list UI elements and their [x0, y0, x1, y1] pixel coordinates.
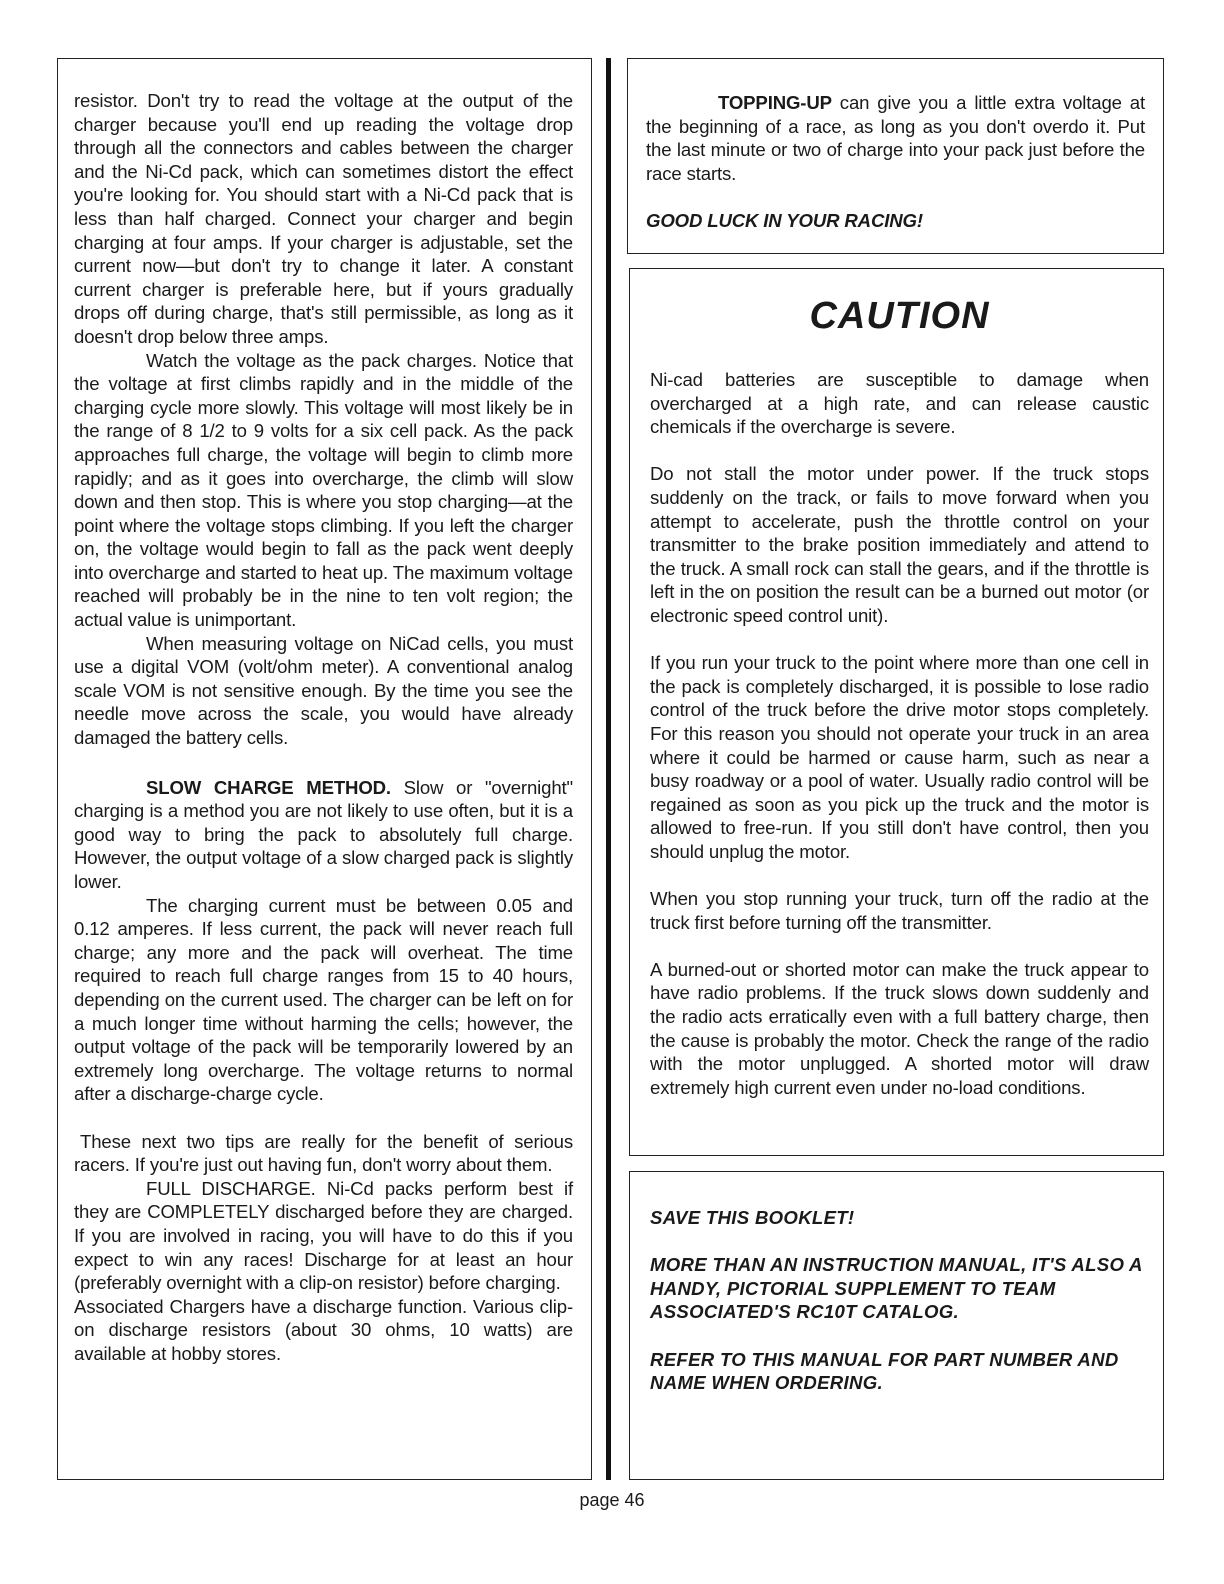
column-divider: [606, 58, 611, 1480]
topping-up-paragraph: [646, 91, 1145, 185]
closing-line: GOOD LUCK IN YOUR RACING!: [646, 209, 923, 231]
caution-paragraph: A burned-out or shorted motor can make the truck appear to have radio problems. If the truck slows down suddenly and the radio acts erratically even with a full battery charge, then the cause is probably the motor. Check the range of the radio with the motor unplugged. A shorted motor will draw extremely high current even under no-load conditions.: [650, 958, 1149, 1098]
caution-paragraph: If you run your truck to the point where more than one cell in the pack is completely discharged, it is possible to lose radio control of the truck before the drive motor stops completely. For this reason you should not operate your truck in an area where it could be harmed or cause harm, such as near a busy roadway or a pool of water. Usually radio control will be regained as soon as you pick up the truck and the motor is allowed to free-run. If you still don't have control, then you should unplug the motor.: [650, 652, 1149, 862]
paragraph: These next two tips are really for the benefit of serious racers. If you're just out having fun, don't worry about them.: [74, 1130, 573, 1176]
save-line: REFER TO THIS MANUAL FOR PART NUMBER AND NAME WHEN ORDERING.: [650, 1348, 1119, 1394]
slow-charge-paragraph: [74, 776, 573, 894]
paragraph: The charging current must be between 0.05 and 0.12 amperes. If less current, the pack will never reach full charge; any more and the pack will overheat. The time required to reach full charge ranges from 15 to 40 hours, depending on the current used. The charger can be left on for a much longer time without harming the cells; however, the output voltage of the pack will be temporarily lowered by an extremely long overcharge. The voltage returns to normal after a discharge-charge cycle.: [74, 894, 573, 1105]
paragraph: Watch the voltage as the pack charges. Notice that the voltage at first climbs rapidly and in the middle of the charging cycle more slowly. This voltage will most likely be in the range of 8 1/2 to 9 volts for a six cell pack. As the pack approaches full charge, the voltage will begin to climb more rapidly; and as it goes into overcharge, the climb will slow down and then stop. This is where you stop charging—at the point where the voltage stops climbing. If you left the charger on, the voltage would begin to fall as the pack went deeply into overcharge and started to heat up. The maximum voltage reached will probably be in the nine to ten volt region; the actual value is unimportant.: [74, 349, 573, 631]
save-line: SAVE THIS BOOKLET!: [650, 1207, 855, 1228]
section-heading: SLOW CHARGE METHOD.: [146, 776, 391, 798]
caution-paragraph: When you stop running your truck, turn off the radio at the truck first before turning off the transmitter.: [650, 888, 1149, 933]
caution-box: [629, 268, 1164, 1156]
caution-paragraph: Ni-cad batteries are susceptible to damage when overcharged at a high rate, and can release caustic chemicals if the overcharge is severe.: [650, 369, 1149, 438]
paragraph-text: Slow or "overnight" charging is a method you are not likely to use often, but it is a good way to bring the pack to absolutely full charge. However, the output voltage of a slow charged pack is slightly lower.: [74, 776, 573, 892]
page-number: page 46: [579, 1490, 645, 1510]
topping-up-box: [627, 58, 1164, 254]
save-booklet-box: [629, 1171, 1164, 1480]
save-line: MORE THAN AN INSTRUCTION MANUAL, IT'S ALSO A HANDY, PICTORIAL SUPPLEMENT TO TEAM ASSOCIATED'S RC10T CATALOG.: [650, 1254, 1143, 1323]
caution-title: CAUTION: [809, 295, 990, 337]
paragraph: resistor. Don't try to read the voltage at the output of the charger because you'll end up reading the voltage drop through all the connectors and cables between the charger and the Ni-Cd pack, which can sometimes distort the effect you're looking for. You should start with a Ni-Cd pack that is less than half charged. Connect your charger and begin charging at four amps. If your charger is adjustable, set the current now—but don't try to change it later. A constant current charger is preferable here, but if yours gradually drops off during charge, that's still permissible, as long as it doesn't drop below three amps.: [74, 90, 573, 347]
caution-paragraph: Do not stall the motor under power. If the truck stops suddenly on the track, or fails to move forward when you attempt to accelerate, push the throttle control on your transmitter to the brake position immediately and attend to the truck. A small rock can stall the gears, and if the throttle is left in the on position the result can be a burned out motor (or electronic speed control unit).: [650, 463, 1149, 626]
paragraph: When measuring voltage on NiCad cells, you must use a digital VOM (volt/ohm meter). A conventional analog scale VOM is not sensitive enough. By the time you see the needle move across the scale, you would have already damaged the battery cells.: [74, 632, 573, 749]
paragraph: FULL DISCHARGE. Ni-Cd packs perform best if they are COMPLETELY discharged before they are charged. If you are involved in racing, you will have to do this if you expect to win any races! Discharge for at least an hour (preferably overnight with a clip-on resistor) before charging.: [74, 1177, 573, 1294]
paragraph-text: can give you a little extra voltage at the beginning of a race, as long as you don't overdo it. Put the last minute or two of charge into your pack just before the race starts.: [646, 92, 1145, 184]
paragraph: Associated Chargers have a discharge function. Various clip-on discharge resistors (about 30 ohms, 10 watts) are available at hobby stores.: [74, 1295, 573, 1364]
section-heading: TOPPING-UP: [718, 92, 832, 113]
left-column-box: [57, 58, 592, 1480]
